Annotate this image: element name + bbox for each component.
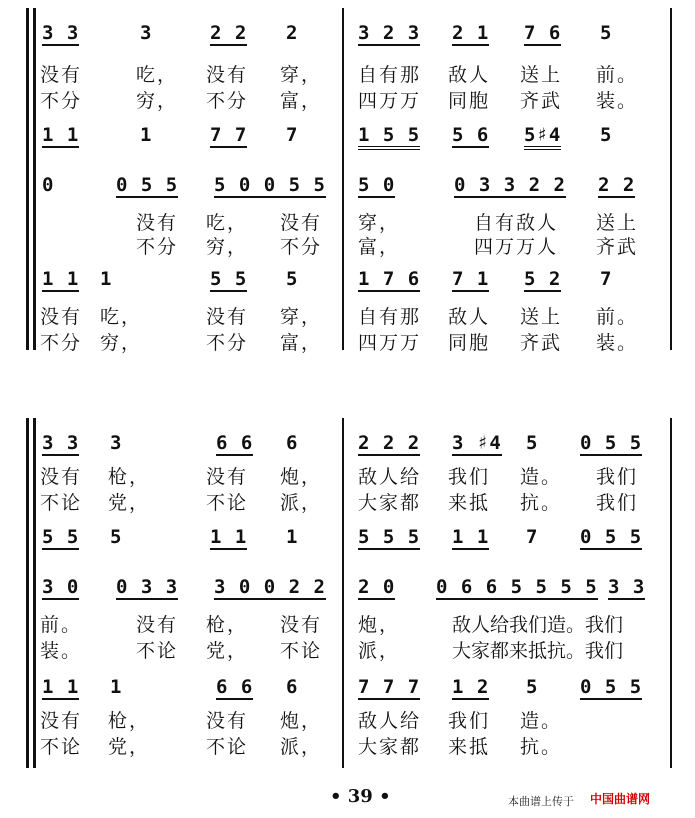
note-group: 0 5 5: [116, 174, 179, 196]
lyric: 齐武: [596, 236, 639, 258]
note-group: 3 3: [42, 432, 80, 454]
lyric: 富，: [280, 90, 323, 112]
note-group: 0 6 6 5 5 5 5: [436, 576, 598, 598]
lyric: 吃，: [136, 64, 179, 86]
note-group: 7 1: [452, 268, 490, 290]
note-group: 1: [140, 124, 153, 146]
note-group: 5 0: [358, 174, 396, 196]
lyrics-line-2: [40, 86, 680, 110]
note-group: 5 0 0 5 5: [214, 174, 326, 196]
site-logo[interactable]: 中国曲谱网: [590, 792, 651, 806]
note-group: 1 5 5: [358, 124, 420, 150]
lyric: 自有那: [358, 306, 422, 328]
note-group: 3 3: [42, 22, 80, 44]
lyric: 枪，: [206, 614, 249, 636]
lyric: 党，: [108, 492, 151, 514]
note-group: 1 7 6: [358, 268, 421, 290]
system-brace: [26, 418, 29, 768]
lyric: 不分: [206, 90, 249, 112]
note-group: 2: [286, 22, 299, 44]
note-group: 5♯4: [524, 124, 561, 150]
lyric: 不论: [40, 492, 83, 514]
lyric: 穷，: [100, 332, 143, 354]
note-group: 2 2: [210, 22, 248, 44]
staff-bracket: [33, 418, 36, 768]
lyric: 送上: [596, 212, 639, 234]
lyric: 来抵: [448, 736, 491, 758]
note-group: 3 2 3: [358, 22, 421, 44]
lyric: 敌人给: [358, 466, 422, 488]
lyric: 我们: [448, 710, 491, 732]
system-brace: [26, 8, 29, 350]
note-group: 5 5: [42, 526, 80, 548]
lyric: 没有: [136, 212, 179, 234]
lyrics-line-1: [40, 462, 680, 486]
lyric: 我们: [448, 466, 491, 488]
lyrics-line-1: [40, 60, 680, 84]
lyrics-line-4: [40, 636, 680, 660]
note-group: 3 3: [608, 576, 646, 598]
lyric: 我们: [596, 466, 639, 488]
note-group: 5: [286, 268, 299, 290]
lyric: 不分: [280, 236, 323, 258]
lyric: 党，: [108, 736, 151, 758]
lyric: 四万万: [358, 90, 422, 112]
lyric: 不论: [136, 640, 179, 662]
lyric: 送上: [520, 64, 563, 86]
voice-3-notes: [40, 174, 680, 198]
note-group: 0 5 5: [580, 432, 643, 454]
lyric: 没有: [206, 710, 249, 732]
lyric: 吃，: [206, 212, 249, 234]
lyric: 四万万: [358, 332, 422, 354]
lyric: 不论: [206, 492, 249, 514]
lyric: 敌人: [448, 306, 491, 328]
note-group: 1 1: [452, 526, 490, 548]
note-group: 6: [286, 432, 299, 454]
lyric: 不分: [136, 236, 179, 258]
lyrics-line-3: [40, 610, 680, 634]
lyric: 不分: [206, 332, 249, 354]
page-number: • 39 •: [330, 786, 391, 807]
note-group: 7: [600, 268, 613, 290]
note-group: 3 0 0 2 2: [214, 576, 326, 598]
lyric: 没有: [206, 64, 249, 86]
voice-2-notes: [40, 526, 680, 550]
lyric: 自有敌人: [474, 212, 559, 234]
lyric: 装。: [596, 90, 639, 112]
lyric: 枪，: [108, 466, 151, 488]
lyric: 齐武: [520, 90, 563, 112]
note-group: 7 7: [210, 124, 248, 146]
note-group: 2 2 2: [358, 432, 421, 454]
lyric: 齐武: [520, 332, 563, 354]
note-group: 0 5 5: [580, 676, 643, 698]
lyric: 炮，: [280, 466, 323, 488]
note-group: 5: [110, 526, 123, 548]
lyric: 没有: [40, 466, 83, 488]
note-group: 5: [600, 124, 613, 146]
lyric: 穿，: [280, 64, 323, 86]
upload-credit: 本曲谱上传于: [508, 795, 574, 808]
note-group: 3: [110, 432, 123, 454]
note-group: 1 1: [42, 676, 80, 698]
lyric: 四万万人: [474, 236, 559, 258]
note-group: 1: [110, 676, 123, 698]
lyric: 造。: [520, 710, 563, 732]
lyric: 大家都: [358, 736, 422, 758]
lyric: 没有: [40, 64, 83, 86]
lyric: 装。: [596, 332, 639, 354]
lyric: 同胞: [448, 90, 491, 112]
lyrics-line-5: [40, 706, 680, 730]
note-group: 3 ♯4: [452, 432, 502, 454]
lyric: 穷，: [206, 236, 249, 258]
lyric: 抗。: [520, 736, 563, 758]
lyric: 没有: [280, 212, 323, 234]
note-group: 1 1: [42, 268, 80, 290]
lyric: 派，: [358, 640, 401, 662]
lyric: 不分: [40, 332, 83, 354]
lyric: 穿，: [358, 212, 401, 234]
lyric: 没有: [206, 466, 249, 488]
note-group: 5 2: [524, 268, 562, 290]
system-1: [0, 0, 695, 360]
lyric: 前。: [596, 64, 639, 86]
note-group: 7 6: [524, 22, 562, 44]
note-group: 6 6: [216, 676, 254, 698]
voice-2-notes: [40, 124, 680, 148]
lyric: 不论: [280, 640, 323, 662]
note-group: 1 2: [452, 676, 490, 698]
voice-4-notes: [40, 268, 680, 292]
note-group: 1 1: [42, 124, 80, 146]
lyric: 没有: [40, 306, 83, 328]
lyric: 富，: [280, 332, 323, 354]
note-group: 5: [600, 22, 613, 44]
lyrics-line-3: [40, 208, 680, 232]
note-group: 3: [140, 22, 153, 44]
lyric: 前。: [596, 306, 639, 328]
note-group: 1: [286, 526, 299, 548]
note-group: 7: [526, 526, 539, 548]
lyric: 炮，: [358, 614, 401, 636]
lyric: 没有: [206, 306, 249, 328]
lyric: 不论: [206, 736, 249, 758]
note-group: 7 7 7: [358, 676, 421, 698]
lyric: 抗。: [520, 492, 563, 514]
lyric: 派，: [280, 736, 323, 758]
lyric: 来抵: [448, 492, 491, 514]
note-group: 3 0: [42, 576, 80, 598]
lyric: 送上: [520, 306, 563, 328]
lyric: 不论: [40, 736, 83, 758]
note-group: 0 3 3 2 2: [454, 174, 566, 196]
voice-4-notes: [40, 676, 680, 700]
lyric: 敌人给: [358, 710, 422, 732]
lyric: 前。: [40, 614, 83, 636]
voice-3-notes: [40, 576, 680, 600]
lyric: 装。: [40, 640, 83, 662]
lyric: 炮，: [280, 710, 323, 732]
note-group: 0: [42, 174, 55, 196]
note-group: 5: [526, 676, 539, 698]
lyric: 富，: [358, 236, 401, 258]
lyrics-line-5: [40, 302, 680, 326]
lyric: 派，: [280, 492, 323, 514]
lyric: 自有那: [358, 64, 422, 86]
note-group: 0 5 5: [580, 526, 643, 548]
staff-bracket: [33, 8, 36, 350]
note-group: 0 3 3: [116, 576, 179, 598]
lyric: 造。: [520, 466, 563, 488]
lyrics-line-6: [40, 732, 680, 756]
lyric: 没有: [136, 614, 179, 636]
note-group: 1: [100, 268, 113, 290]
system-2: [0, 410, 695, 770]
lyric: 大家都: [358, 492, 422, 514]
lyric: 没有: [280, 614, 323, 636]
lyrics-line-4: [40, 232, 680, 256]
lyrics-line-2: [40, 488, 680, 512]
note-group: 6: [286, 676, 299, 698]
lyric: 敌人: [448, 64, 491, 86]
note-group: 2 0: [358, 576, 396, 598]
lyric: 大家都来抵抗。我们: [452, 640, 624, 662]
note-group: 5 5 5: [358, 526, 421, 548]
lyrics-line-6: [40, 328, 680, 352]
lyric: 没有: [40, 710, 83, 732]
voice-1-notes: [40, 22, 680, 46]
lyric: 敌人给我们造。我们: [452, 614, 624, 636]
note-group: 6 6: [216, 432, 254, 454]
lyric: 吃，: [100, 306, 143, 328]
lyric: 同胞: [448, 332, 491, 354]
lyric: 穿，: [280, 306, 323, 328]
note-group: 7: [286, 124, 299, 146]
note-group: 5 5: [210, 268, 248, 290]
lyric: 枪，: [108, 710, 151, 732]
lyric: 不分: [40, 90, 83, 112]
note-group: 1 1: [210, 526, 248, 548]
note-group: 2 2: [598, 174, 636, 196]
note-group: 2 1: [452, 22, 490, 44]
lyric: 党，: [206, 640, 249, 662]
lyric: 穷，: [136, 90, 179, 112]
note-group: 5 6: [452, 124, 490, 146]
note-group: 5: [526, 432, 539, 454]
lyric: 我们: [596, 492, 639, 514]
voice-1-notes: [40, 432, 680, 456]
